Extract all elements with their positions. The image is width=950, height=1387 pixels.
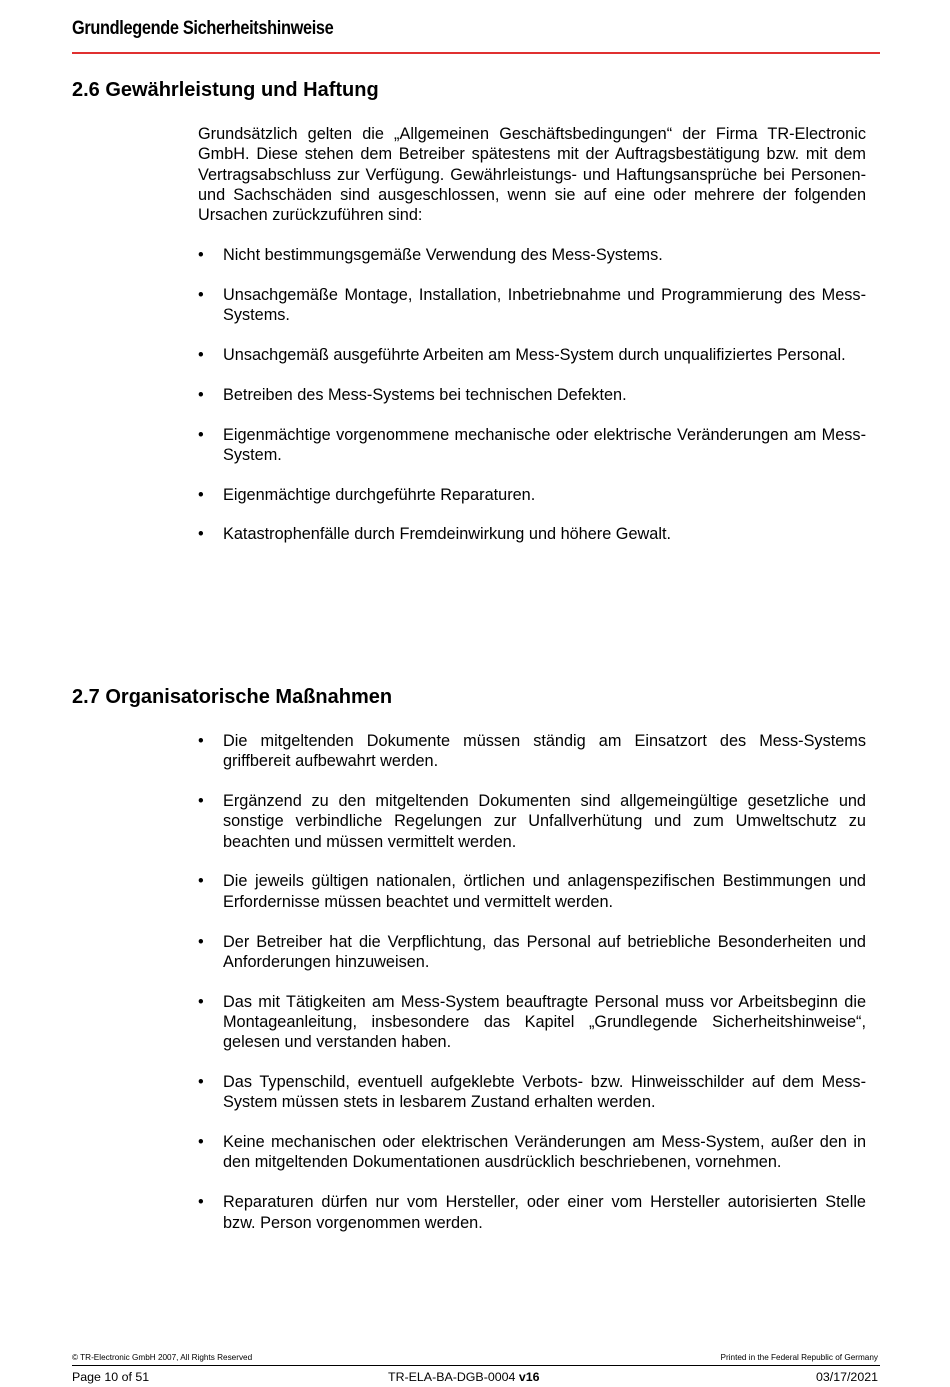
- list-item: [198, 285, 866, 326]
- list-item: [198, 791, 866, 852]
- list-item-text: Nicht bestimmungsgemäße Verwendung des Mess-Systems.: [223, 246, 663, 265]
- list-item: [198, 345, 866, 365]
- section-body: [198, 731, 866, 1233]
- section-heading: 2.6 Gewährleistung und Haftung: [72, 79, 379, 101]
- bullet-icon: •: [198, 346, 204, 365]
- list-item: [198, 425, 866, 466]
- bullet-icon: •: [198, 992, 204, 1011]
- bullet-icon: •: [198, 425, 204, 444]
- list-item: [198, 992, 866, 1053]
- header-title: Grundlegende Sicherheitshinweise: [72, 18, 334, 39]
- paragraph: Grundsätzlich gelten die „Allgemeinen Geschäftsbedingungen“ der Firma TR-Electronic GmbH. Diese stehen dem Betreiber spätestens mit der Auftragsbestätigung bzw. mit dem Vertragsabschluss zur Verfügung. Gewährleistungs- und Haftungsansprüche bei Personen- und Sachschäden sind ausgeschlossen, wenn sie auf eine oder mehrere der folgenden Ursachen zurückzuführen sind:: [198, 125, 866, 225]
- list-item-text: Das Typenschild, eventuell aufgeklebte Verbots- bzw. Hinweisschilder auf dem Mess-System müssen stets in lesbarem Zustand erhalten werden.: [223, 1073, 866, 1112]
- section-heading: 2.7 Organisatorische Maßnahmen: [72, 686, 393, 708]
- bullet-icon: •: [198, 1133, 204, 1152]
- bullet-icon: •: [198, 932, 204, 951]
- list-item: [198, 524, 866, 544]
- footer-top-row: [72, 1352, 880, 1364]
- bullet-list: [198, 731, 866, 1233]
- bullet-icon: •: [198, 246, 204, 265]
- document-version: v16: [518, 1370, 540, 1384]
- list-item: [198, 485, 866, 505]
- footer-printed-note: Printed in the Federal Republic of Germany: [720, 1353, 878, 1362]
- bullet-list: [198, 245, 866, 544]
- list-item: [198, 1192, 866, 1233]
- list-item-text: Katastrophenfälle durch Fremdeinwirkung und höhere Gewalt.: [223, 525, 671, 544]
- bullet-icon: •: [198, 872, 204, 891]
- list-item-text: Unsachgemäß ausgeführte Arbeiten am Mess-System durch unqualifiziertes Personal.: [223, 346, 846, 365]
- list-item: [198, 871, 866, 912]
- bullet-icon: •: [198, 485, 204, 504]
- list-item-text: Reparaturen dürfen nur vom Hersteller, oder einer vom Hersteller autorisierten Stelle bzw. Person vorgenommen werden.: [223, 1193, 866, 1232]
- list-item: [198, 1132, 866, 1173]
- document-id-code: TR-ELA-BA-DGB-0004: [388, 1370, 516, 1384]
- list-item: [198, 932, 866, 973]
- list-item-text: Betreiben des Mess-Systems bei technischen Defekten.: [223, 385, 627, 404]
- list-item: [198, 385, 866, 405]
- page-header: [72, 18, 880, 54]
- list-item-text: Die jeweils gültigen nationalen, örtlichen und anlagenspezifischen Bestimmungen und Erfordernisse müssen beachtet und vermittelt werden.: [223, 872, 866, 911]
- list-item-text: Eigenmächtige durchgeführte Reparaturen.: [223, 485, 536, 504]
- bullet-icon: •: [198, 286, 204, 305]
- list-item-text: Unsachgemäße Montage, Installation, Inbetriebnahme und Programmierung des Mess-Systems.: [223, 286, 866, 325]
- document-id: [388, 1368, 540, 1386]
- page-number: Page 10 of 51: [72, 1370, 150, 1384]
- footer-copyright: © TR-Electronic GmbH 2007, All Rights Reserved: [72, 1353, 253, 1362]
- footer-divider: [72, 1365, 880, 1366]
- section-organizational-measures: [72, 685, 880, 1252]
- bullet-icon: •: [198, 732, 204, 750]
- bullet-icon: •: [198, 1073, 204, 1092]
- list-item: [198, 245, 866, 265]
- list-item: [198, 1072, 866, 1113]
- bullet-icon: •: [198, 792, 204, 811]
- bullet-icon: •: [198, 385, 204, 404]
- list-item-text: Eigenmächtige vorgenommene mechanische oder elektrische Veränderungen am Mess-System.: [223, 425, 866, 464]
- list-item-text: Der Betreiber hat die Verpflichtung, das Personal auf betriebliche Besonderheiten und Anforderungen hinzuweisen.: [223, 932, 866, 971]
- section-body: [198, 124, 866, 545]
- document-date: 03/17/2021: [815, 1370, 878, 1384]
- list-item-text: Das mit Tätigkeiten am Mess-System beauftragte Personal muss vor Arbeitsbeginn die Montageanleitung, insbesondere das Kapitel „Grundlegende Sicherheitshinweise“, gelesen und verstanden haben.: [223, 992, 866, 1052]
- page-footer: [72, 1352, 880, 1386]
- section-warranty-liability: [72, 78, 880, 564]
- list-item-text: Keine mechanischen oder elektrischen Veränderungen am Mess-System, außer den in den mitgeltenden Dokumentationen ausdrücklich beschriebenen, vornehmen.: [223, 1133, 866, 1172]
- list-item-text: Die mitgeltenden Dokumente müssen ständig am Einsatzort des Mess-Systems griffbereit aufbewahrt werden.: [223, 732, 866, 771]
- list-item-text: Ergänzend zu den mitgeltenden Dokumenten sind allgemeingültige gesetzliche und sonstige verbindliche Regelungen zur Unfallverhütung und zum Umweltschutz zu beachten und müssen vermittelt werden.: [223, 792, 866, 851]
- footer-bottom-row: [72, 1368, 880, 1386]
- list-item: [198, 731, 866, 772]
- bullet-icon: •: [198, 525, 204, 544]
- bullet-icon: •: [198, 1193, 204, 1212]
